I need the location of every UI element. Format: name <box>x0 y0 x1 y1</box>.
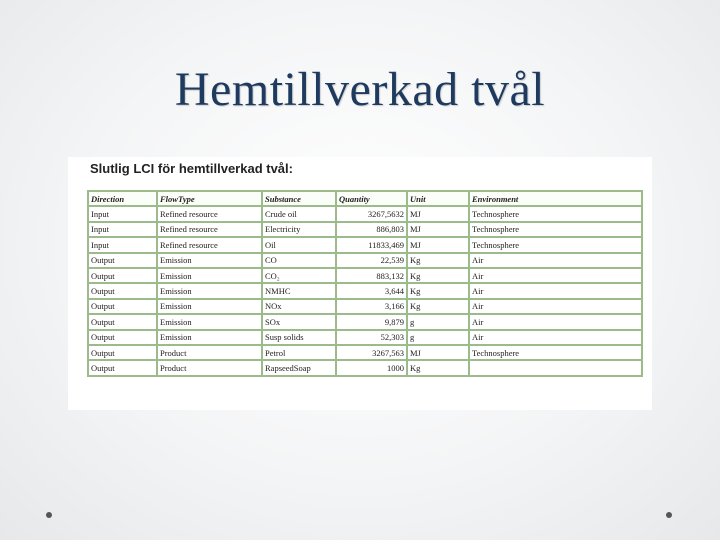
cell-direction: Output <box>88 314 157 329</box>
cell-direction: Output <box>88 268 157 283</box>
table-row <box>88 237 642 252</box>
cell-flowtype: Emission <box>157 314 262 329</box>
cell-quantity: 3,644 <box>336 283 407 298</box>
table-row <box>88 268 642 283</box>
cell-quantity: 3267,563 <box>336 345 407 360</box>
cell-unit: Kg <box>407 360 469 375</box>
cell-flowtype: Emission <box>157 268 262 283</box>
cell-direction: Output <box>88 283 157 298</box>
cell-flowtype: Emission <box>157 330 262 345</box>
table-row <box>88 330 642 345</box>
table-row <box>88 206 642 221</box>
table-row <box>88 360 642 375</box>
cell-unit: MJ <box>407 345 469 360</box>
cell-environment: Technosphere <box>469 237 642 252</box>
cell-direction: Output <box>88 299 157 314</box>
lci-table <box>87 190 643 377</box>
cell-quantity: 883,132 <box>336 268 407 283</box>
table-row <box>88 253 642 268</box>
cell-unit: MJ <box>407 222 469 237</box>
header-substance: Substance <box>262 191 336 206</box>
nav-dot-right-icon <box>666 512 672 518</box>
cell-direction: Input <box>88 222 157 237</box>
cell-direction: Output <box>88 345 157 360</box>
cell-substance: Crude oil <box>262 206 336 221</box>
cell-direction: Input <box>88 206 157 221</box>
cell-unit: Kg <box>407 299 469 314</box>
lci-table-image <box>68 157 652 410</box>
cell-unit: Kg <box>407 283 469 298</box>
cell-substance: Oil <box>262 237 336 252</box>
cell-environment <box>469 360 642 375</box>
cell-unit: g <box>407 314 469 329</box>
cell-flowtype: Emission <box>157 283 262 298</box>
header-unit: Unit <box>407 191 469 206</box>
cell-unit: Kg <box>407 253 469 268</box>
cell-substance: Petrol <box>262 345 336 360</box>
cell-flowtype: Refined resource <box>157 206 262 221</box>
table-row <box>88 283 642 298</box>
cell-substance: RapseedSoap <box>262 360 336 375</box>
header-quantity: Quantity <box>336 191 407 206</box>
cell-quantity: 886,803 <box>336 222 407 237</box>
cell-direction: Input <box>88 237 157 252</box>
cell-quantity: 1000 <box>336 360 407 375</box>
cell-quantity: 11833,469 <box>336 237 407 252</box>
cell-flowtype: Refined resource <box>157 222 262 237</box>
cell-unit: Kg <box>407 268 469 283</box>
cell-environment: Air <box>469 314 642 329</box>
cell-flowtype: Product <box>157 345 262 360</box>
table-row <box>88 314 642 329</box>
cell-substance: Susp solids <box>262 330 336 345</box>
cell-direction: Output <box>88 360 157 375</box>
cell-flowtype: Emission <box>157 253 262 268</box>
cell-substance: SOx <box>262 314 336 329</box>
cell-quantity: 9,879 <box>336 314 407 329</box>
cell-direction: Output <box>88 330 157 345</box>
cell-quantity: 3,166 <box>336 299 407 314</box>
cell-flowtype: Product <box>157 360 262 375</box>
cell-environment: Technosphere <box>469 206 642 221</box>
table-header-row <box>88 191 642 206</box>
cell-environment: Air <box>469 299 642 314</box>
table-heading: Slutlig LCI för hemtillverkad tvål: <box>90 161 293 176</box>
cell-quantity: 3267,5632 <box>336 206 407 221</box>
cell-environment: Air <box>469 283 642 298</box>
cell-environment: Air <box>469 253 642 268</box>
cell-quantity: 22,539 <box>336 253 407 268</box>
table-row <box>88 299 642 314</box>
cell-quantity: 52,303 <box>336 330 407 345</box>
cell-environment: Technosphere <box>469 345 642 360</box>
header-direction: Direction <box>88 191 157 206</box>
cell-environment: Technosphere <box>469 222 642 237</box>
slide-title: Hemtillverkad tvål <box>174 63 546 116</box>
cell-flowtype: Refined resource <box>157 237 262 252</box>
cell-substance: CO <box>262 253 336 268</box>
cell-unit: MJ <box>407 237 469 252</box>
cell-direction: Output <box>88 253 157 268</box>
header-flowtype: FlowType <box>157 191 262 206</box>
cell-unit: MJ <box>407 206 469 221</box>
cell-substance: NMHC <box>262 283 336 298</box>
cell-environment: Air <box>469 330 642 345</box>
table-row <box>88 345 642 360</box>
nav-dot-left-icon <box>46 512 52 518</box>
header-environment: Environment <box>469 191 642 206</box>
table-row <box>88 222 642 237</box>
cell-unit: g <box>407 330 469 345</box>
cell-environment: Air <box>469 268 642 283</box>
cell-substance: CO₂ <box>262 268 336 283</box>
cell-substance: NOx <box>262 299 336 314</box>
cell-flowtype: Emission <box>157 299 262 314</box>
cell-substance: Electricity <box>262 222 336 237</box>
